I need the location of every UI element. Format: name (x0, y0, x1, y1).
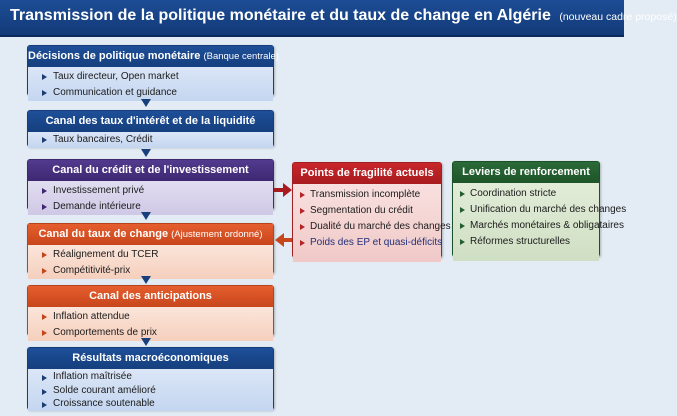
list-item: Compétitivité-prix (28, 263, 273, 279)
box-fragility-points-header (293, 163, 441, 184)
box-interest-rate-channel (27, 110, 274, 147)
box-policy-decisions-title: Décisions de politique monétaire (28, 50, 201, 62)
list-item: Solde courant amélioré (28, 384, 273, 398)
list-item: Réalignement du TCER (28, 247, 273, 263)
box-macro-results-title: Résultats macroéconomiques (72, 352, 229, 364)
list-item: Demande intérieure (28, 199, 273, 215)
list-item: Réformes structurelles (453, 234, 599, 250)
title-bar (0, 0, 677, 37)
box-interest-rate-channel-body (28, 132, 273, 148)
list-item: Unification du marché des changes (453, 202, 599, 218)
list-item: Poids des EP et quasi-déficits (293, 235, 441, 251)
arrow-right-icon (274, 180, 294, 200)
box-exchange-rate-channel (27, 223, 274, 274)
box-exchange-rate-channel-qualifier: (Ajustement ordonné) (171, 229, 263, 240)
box-reinforcement-levers (452, 161, 627, 257)
box-policy-decisions (27, 45, 279, 98)
box-credit-channel (27, 159, 274, 210)
box-policy-decisions-header (28, 46, 279, 67)
box-reinforcement-levers-header (453, 162, 599, 183)
arrow-left-icon (274, 230, 294, 250)
list-item: Taux bancaires, Crédit (28, 132, 273, 148)
list-item: Transmission incomplète (293, 187, 441, 203)
box-policy-decisions-body (28, 67, 273, 101)
list-item: Segmentation du crédit (293, 203, 441, 219)
list-item: Inflation attendue (28, 309, 273, 325)
list-item: Investissement privé (28, 183, 273, 199)
list-item: Communication et guidance (28, 85, 273, 101)
box-credit-channel-body (28, 181, 273, 215)
arrow-down-icon (141, 149, 151, 157)
list-item: Croissance soutenable (28, 397, 273, 411)
list-item: Inflation maîtrisée (28, 370, 273, 384)
box-macro-results-body (28, 369, 273, 411)
box-reinforcement-levers-title: Leviers de renforcement (462, 166, 590, 178)
box-exchange-rate-channel-header (28, 224, 273, 245)
box-interest-rate-channel-title: Canal des taux d'intérêt et de la liquidité (45, 115, 256, 127)
list-item: Taux directeur, Open market (28, 69, 273, 85)
arrow-down-icon (141, 212, 151, 220)
list-item: Comportements de prix (28, 325, 273, 341)
box-reinforcement-levers-body (453, 183, 627, 261)
arrow-down-icon (141, 338, 151, 346)
list-item: Marchés monétaires & obligataires (453, 218, 599, 234)
box-expectations-channel-body (28, 307, 273, 341)
list-item: Coordination stricte (453, 186, 599, 202)
box-exchange-rate-channel-title: Canal du taux de change (38, 228, 169, 240)
box-expectations-channel-title: Canal des anticipations (89, 290, 212, 302)
arrow-down-icon (141, 99, 151, 107)
box-fragility-points (292, 162, 451, 258)
list-item: Dualité du marché des changes (293, 219, 441, 235)
box-credit-channel-header (28, 160, 273, 181)
box-interest-rate-channel-header (28, 111, 273, 132)
box-policy-decisions-qualifier: (Banque centrale) (203, 51, 279, 62)
box-fragility-points-body (293, 184, 451, 262)
box-macro-results-header (28, 348, 273, 369)
diagram-subtitle: (nouveau cadre proposé) (559, 11, 677, 23)
box-expectations-channel (27, 285, 274, 336)
box-exchange-rate-channel-body (28, 245, 273, 279)
box-credit-channel-title: Canal du crédit et de l'investissement (52, 164, 249, 176)
arrow-down-icon (141, 276, 151, 284)
box-expectations-channel-header (28, 286, 273, 307)
diagram-title: Transmission de la politique monétaire et du taux de change en Algérie (10, 7, 551, 24)
box-fragility-points-title: Points de fragilité actuels (300, 167, 434, 179)
box-macro-results (27, 347, 274, 410)
